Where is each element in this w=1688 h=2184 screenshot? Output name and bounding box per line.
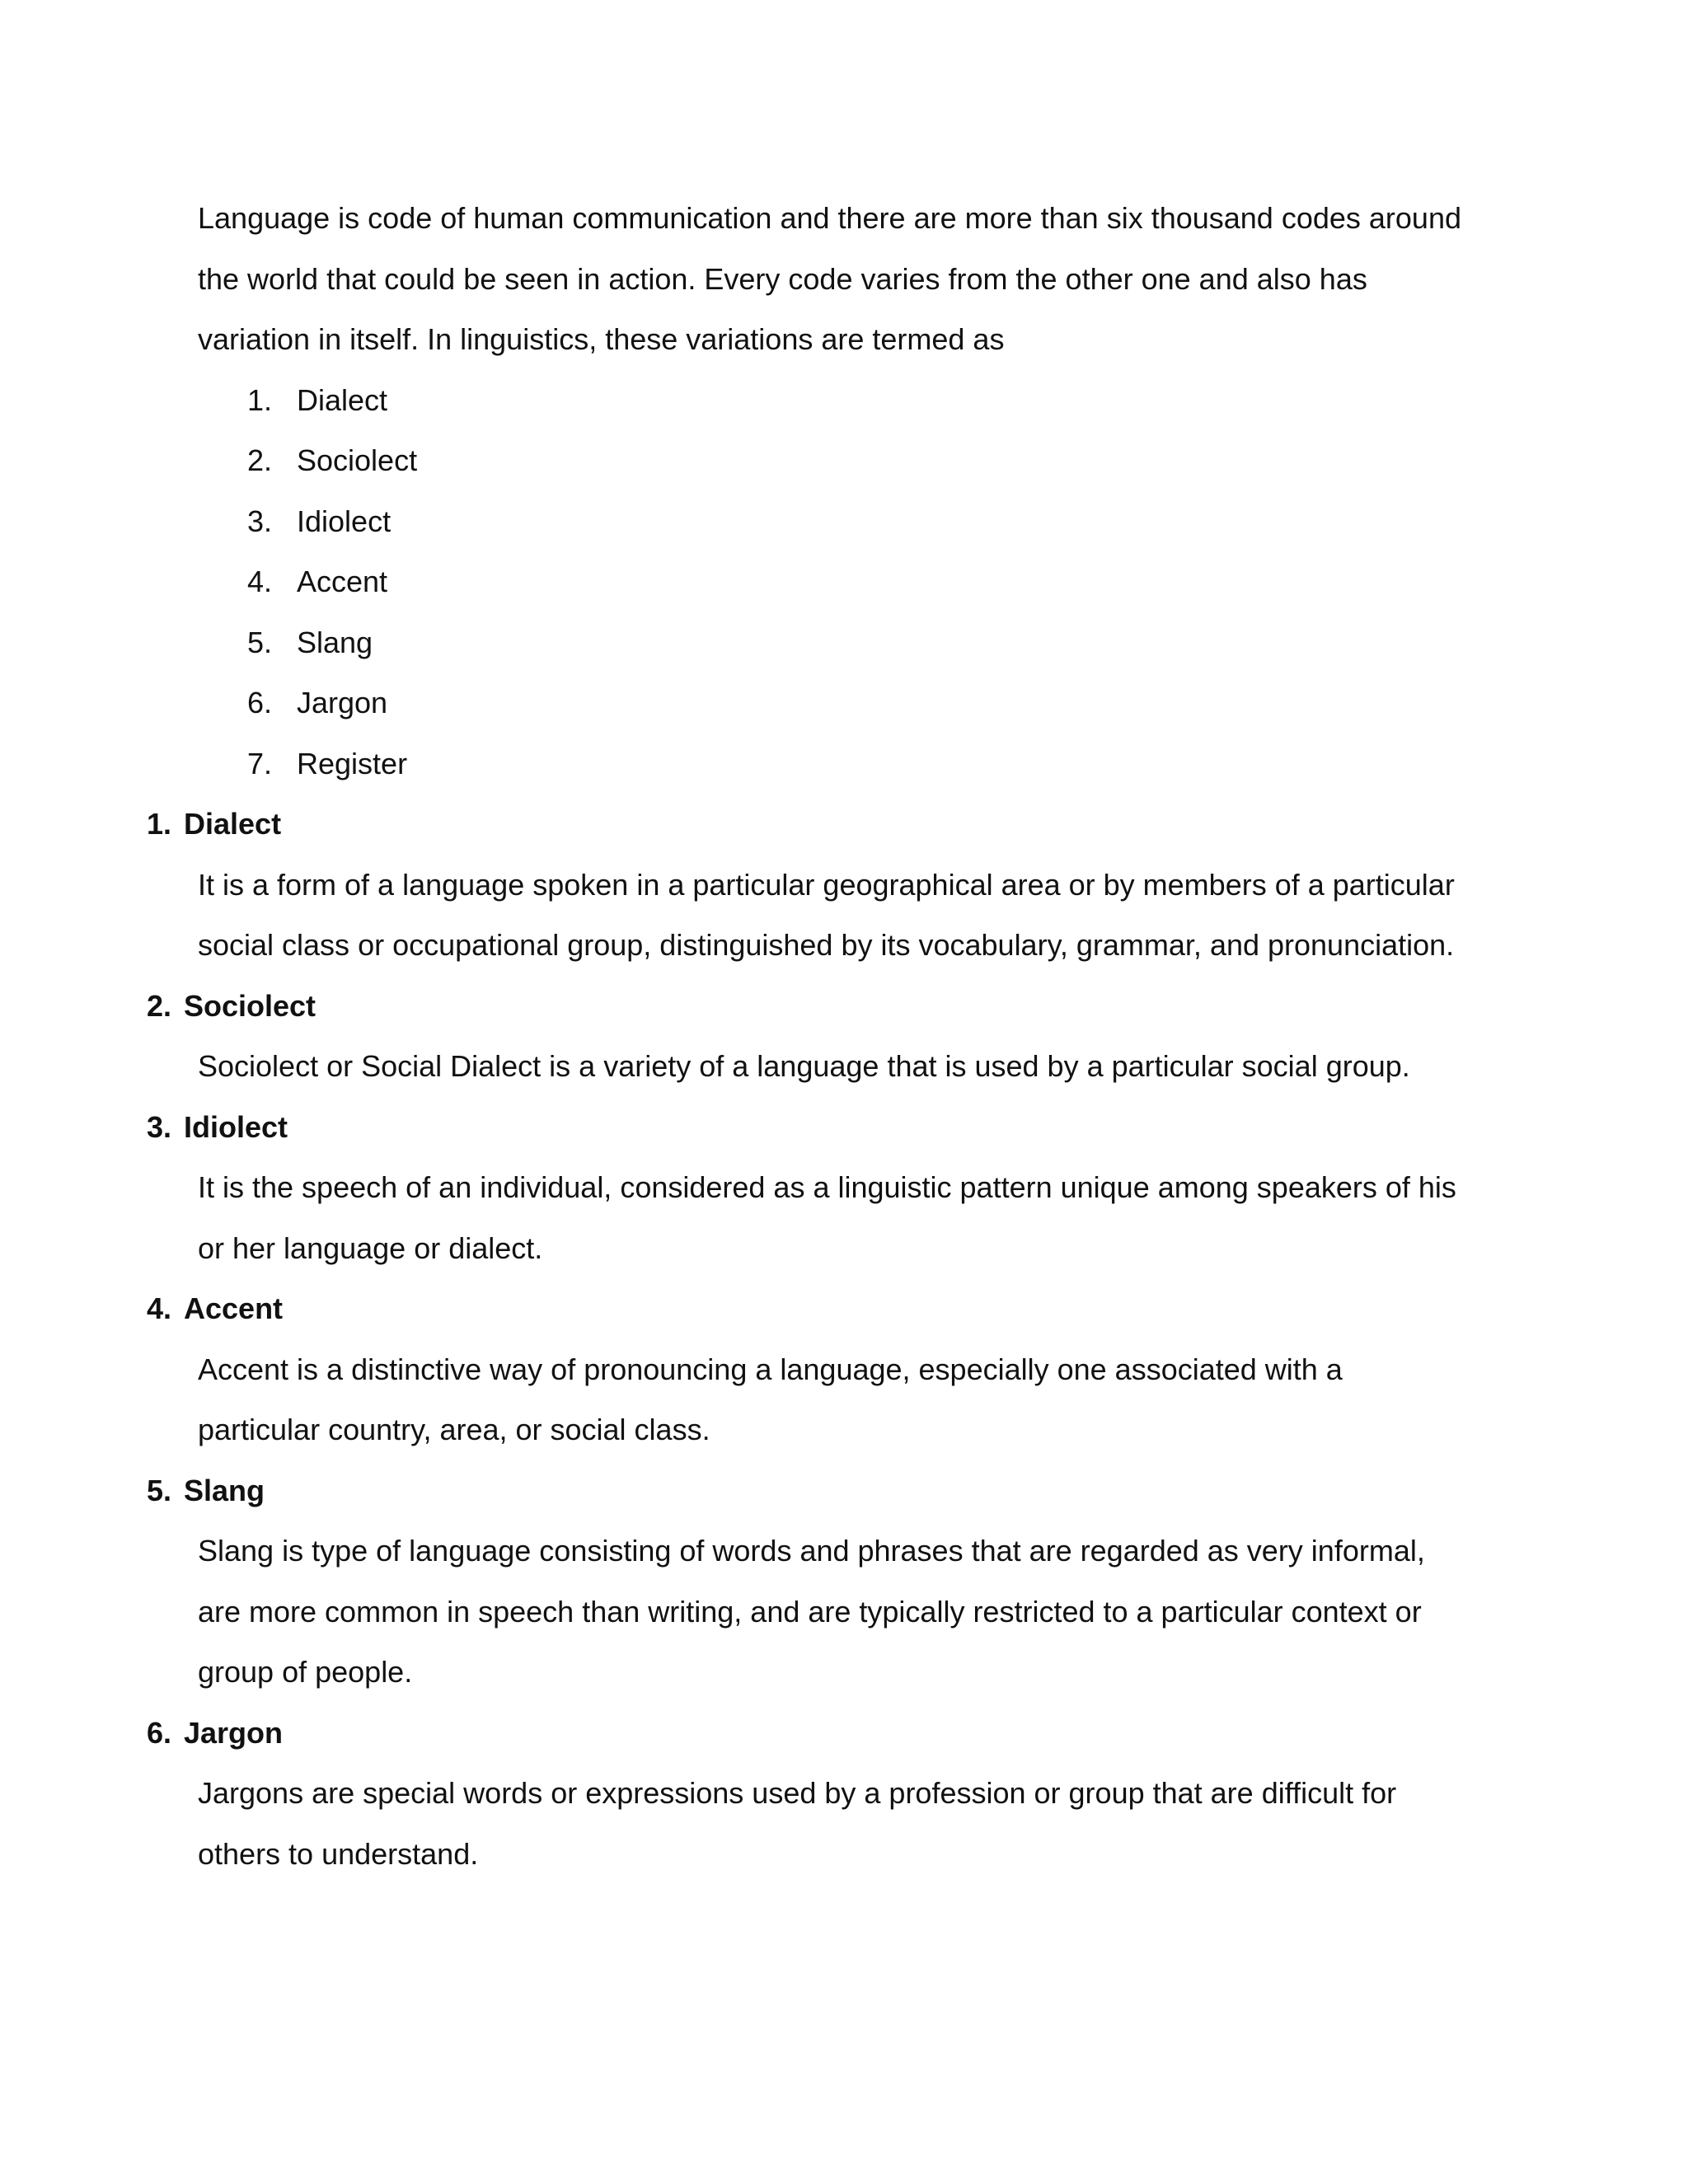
section-title: Jargon (184, 1715, 284, 1750)
list-number: 3. (247, 504, 273, 538)
section-line: others to understand. (198, 1836, 479, 1871)
section-number: 2. (147, 988, 172, 1023)
section-heading-accent (147, 1278, 1507, 1339)
section-line: group of people. (198, 1655, 413, 1689)
intro-paragraph (198, 188, 1507, 370)
variation-list-item (247, 551, 1507, 612)
list-number: 1. (247, 382, 273, 417)
list-number: 7. (247, 746, 273, 780)
variation-list-item (247, 733, 1507, 794)
section-number: 3. (147, 1109, 172, 1144)
list-label: Register (297, 746, 408, 780)
section-body-dialect (198, 855, 1507, 976)
section-body-jargon (198, 1763, 1507, 1884)
section-line: particular country, area, or social class. (198, 1413, 710, 1446)
section-line: It is a form of a language spoken in a particular geographical area or by members of a particular (198, 867, 1455, 902)
section-number: 1. (147, 807, 172, 841)
intro-line: the world that could be seen in action. Every code varies from the other one and also has (198, 261, 1367, 296)
list-number: 2. (247, 443, 273, 477)
list-label: Slang (297, 625, 373, 659)
section-line: Accent is a distinctive way of pronouncing a language, especially one associated with a (198, 1352, 1343, 1386)
section-line: social class or occupational group, distinguished by its vocabulary, grammar, and pronunciation. (198, 928, 1455, 962)
section-line: Sociolect or Social Dialect is a variety of a language that is used by a particular social group. (198, 1049, 1410, 1083)
section-heading-dialect (147, 794, 1507, 855)
list-label: Jargon (297, 686, 388, 719)
list-number: 6. (247, 686, 273, 719)
variation-list-item (247, 612, 1507, 673)
section-number: 6. (147, 1715, 172, 1750)
section-title: Accent (184, 1291, 284, 1325)
variation-list-item (247, 370, 1507, 431)
section-heading-sociolect (147, 976, 1507, 1037)
document-content (147, 188, 1507, 1884)
section-body-sociolect (198, 1036, 1507, 1097)
list-number: 4. (247, 565, 273, 598)
section-line: or her language or dialect. (198, 1230, 543, 1265)
variation-list (147, 370, 1507, 794)
section-line: are more common in speech than writing, and are typically restricted to a particular context or (198, 1594, 1422, 1629)
section-line: Jargons are special words or expressions used by a profession or group that are difficult for (198, 1776, 1397, 1810)
list-number: 5. (247, 625, 273, 659)
list-label: Sociolect (297, 443, 418, 477)
section-number: 4. (147, 1291, 172, 1325)
section-body-idiolect (198, 1157, 1507, 1278)
variation-list-item (247, 491, 1507, 552)
section-body-accent (198, 1339, 1507, 1460)
section-title: Sociolect (184, 988, 316, 1023)
variation-list-item (247, 673, 1507, 733)
intro-line: variation in itself. In linguistics, these variations are termed as (198, 322, 1005, 356)
list-label: Accent (297, 565, 388, 598)
section-body-slang (198, 1521, 1507, 1703)
section-title: Slang (184, 1473, 265, 1507)
section-line: It is the speech of an individual, considered as a linguistic pattern unique among speakers of his (198, 1170, 1456, 1204)
variation-list-item (247, 430, 1507, 491)
list-label: Dialect (297, 382, 388, 417)
list-label: Idiolect (297, 504, 392, 538)
section-heading-idiolect (147, 1097, 1507, 1158)
section-title: Idiolect (184, 1109, 288, 1144)
section-number: 5. (147, 1473, 172, 1507)
section-line: Slang is type of language consisting of words and phrases that are regarded as very informal, (198, 1534, 1425, 1568)
section-title: Dialect (184, 807, 282, 841)
section-heading-slang (147, 1460, 1507, 1521)
intro-line: Language is code of human communication and there are more than six thousand codes around (198, 201, 1461, 235)
section-heading-jargon (147, 1703, 1507, 1764)
